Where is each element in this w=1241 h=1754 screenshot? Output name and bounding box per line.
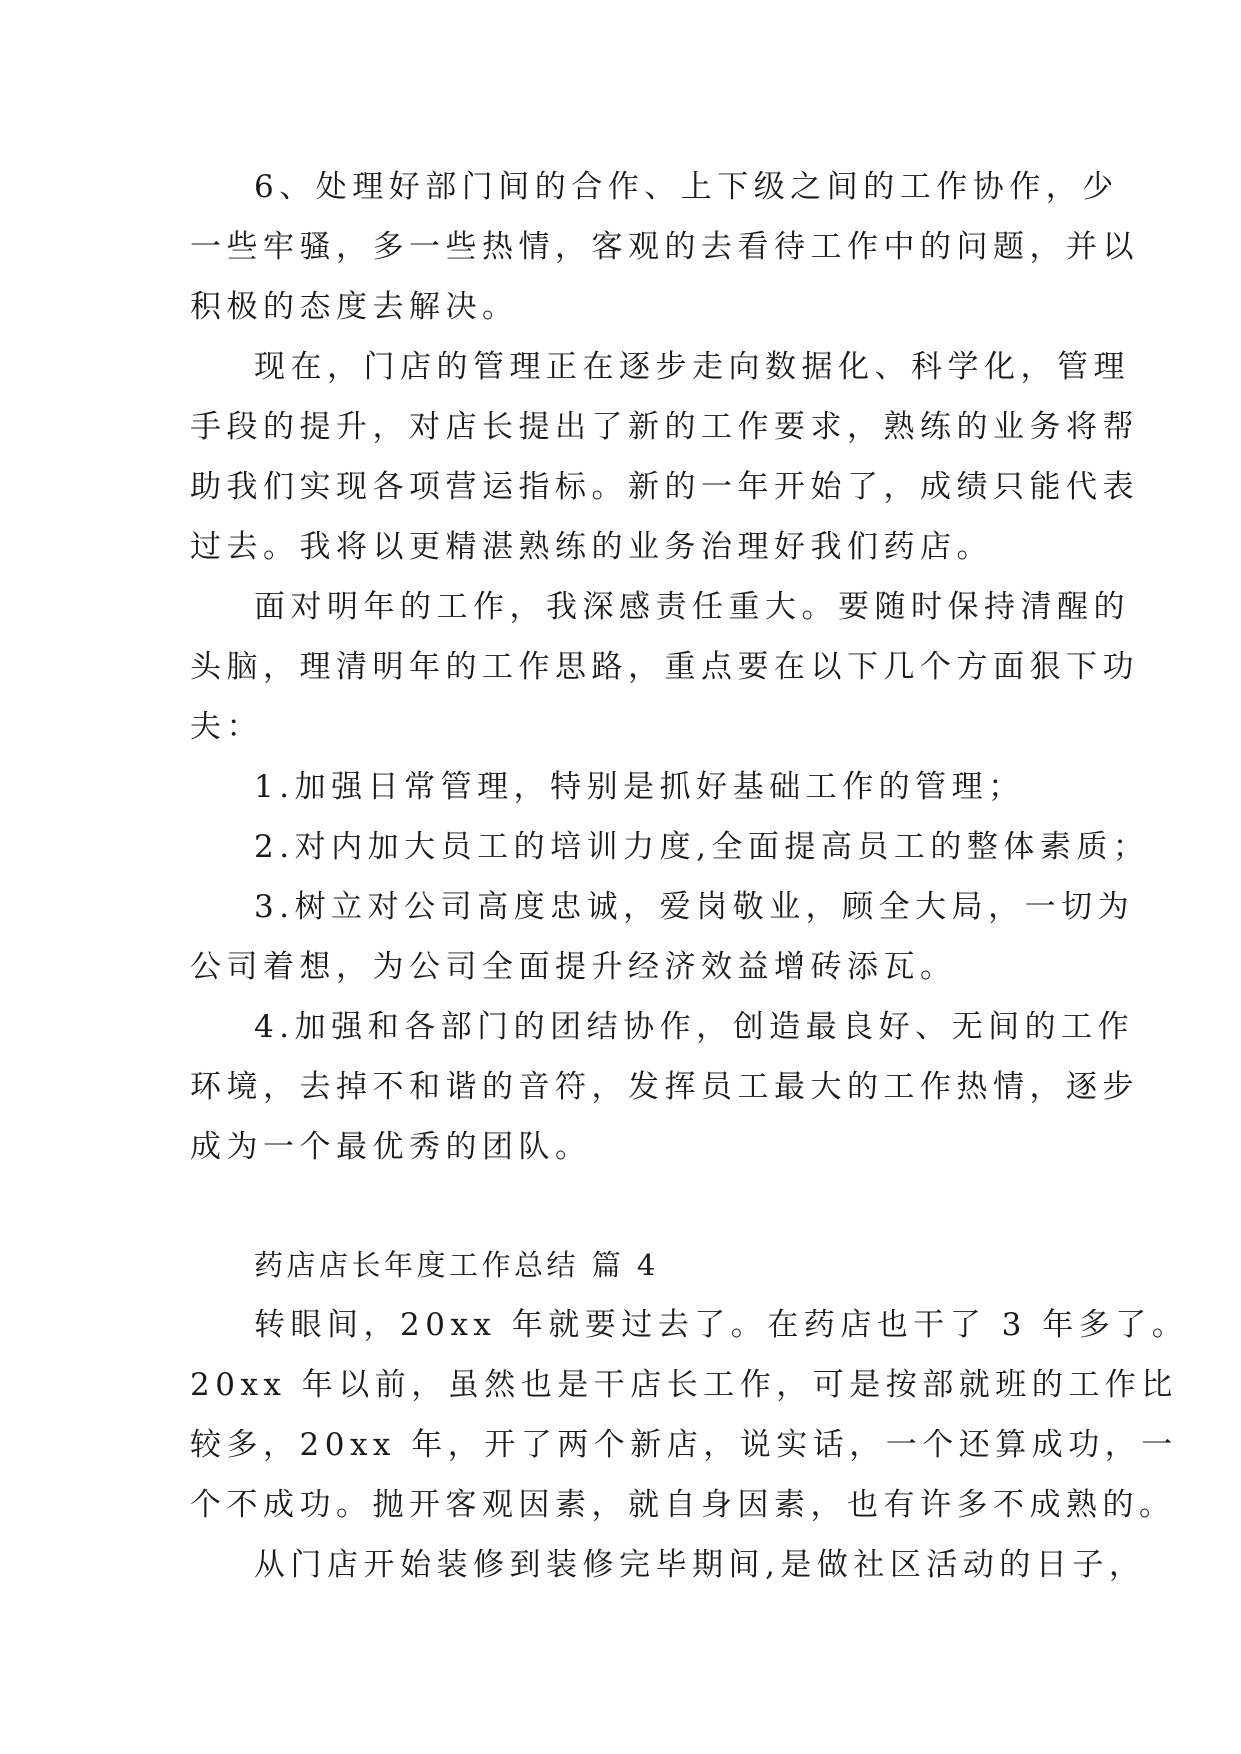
text-line: 较多，20xx 年，开了两个新店，说实话，一个还算成功，一	[190, 1427, 1178, 1463]
paragraph-cooperation	[190, 157, 1139, 337]
text-line: 一些牢骚，多一些热情，客观的去看待工作中的问题，并以	[190, 229, 1139, 265]
text-line: 20xx 年以前，虽然也是干店长工作，可是按部就班的工作比	[190, 1367, 1178, 1403]
text-line: 公司着想，为公司全面提升经济效益增砖添瓦。	[190, 949, 957, 985]
text-line: 过去。我将以更精湛熟练的业务治理好我们药店。	[190, 529, 993, 565]
text-line: 转眼间，20xx 年就要过去了。在药店也干了 3 年多了。	[254, 1307, 1189, 1343]
text-line: 6、处理好部门间的合作、上下级之间的工作协作，少	[254, 169, 1119, 205]
section-spacer	[190, 1177, 1050, 1235]
paragraph-year-review	[190, 1295, 1189, 1535]
text-line: 成为一个最优秀的团队。	[190, 1129, 592, 1165]
text-line: 从门店开始装修到装修完毕期间,是做社区活动的日子，	[254, 1547, 1146, 1583]
section-heading: 药店店长年度工作总结 篇 4	[254, 1248, 659, 1282]
list-item-4	[190, 997, 1139, 1177]
paragraph-renovation	[190, 1535, 1146, 1595]
text-line: 个不成功。抛开客观因素，就自身因素，也有许多不成熟的。	[190, 1487, 1176, 1523]
paragraph-next-year	[190, 577, 1139, 757]
list-item-3	[190, 877, 1135, 997]
paragraph-store-management	[190, 337, 1139, 577]
document-body	[190, 157, 1189, 1595]
text-line: 助我们实现各项营运指标。新的一年开始了，成绩只能代表	[190, 469, 1139, 505]
text-line: 手段的提升，对店长提出了新的工作要求，熟练的业务将帮	[190, 409, 1139, 445]
text-line: 2.对内加大员工的培训力度,全面提高员工的整体素质；	[254, 829, 1150, 865]
list-item-1	[190, 757, 1050, 817]
text-line: 积极的态度去解决。	[190, 289, 519, 325]
text-line: 3.树立对公司高度忠诚，爱岗敬业，顾全大局，一切为	[254, 889, 1135, 925]
text-line: 现在，门店的管理正在逐步走向数据化、科学化，管理	[254, 349, 1130, 385]
text-line: 1.加强日常管理，特别是抓好基础工作的管理；	[254, 769, 1025, 805]
text-line: 夫：	[190, 709, 263, 745]
list-item-2	[190, 817, 1150, 877]
text-line: 4.加强和各部门的团结协作，创造最良好、无间的工作	[254, 1009, 1135, 1045]
text-line: 头脑，理清明年的工作思路，重点要在以下几个方面狠下功	[190, 649, 1139, 685]
text-line: 环境，去掉不和谐的音符，发挥员工最大的工作热情，逐步	[190, 1069, 1139, 1105]
text-line: 面对明年的工作，我深感责任重大。要随时保持清醒的	[254, 589, 1130, 625]
